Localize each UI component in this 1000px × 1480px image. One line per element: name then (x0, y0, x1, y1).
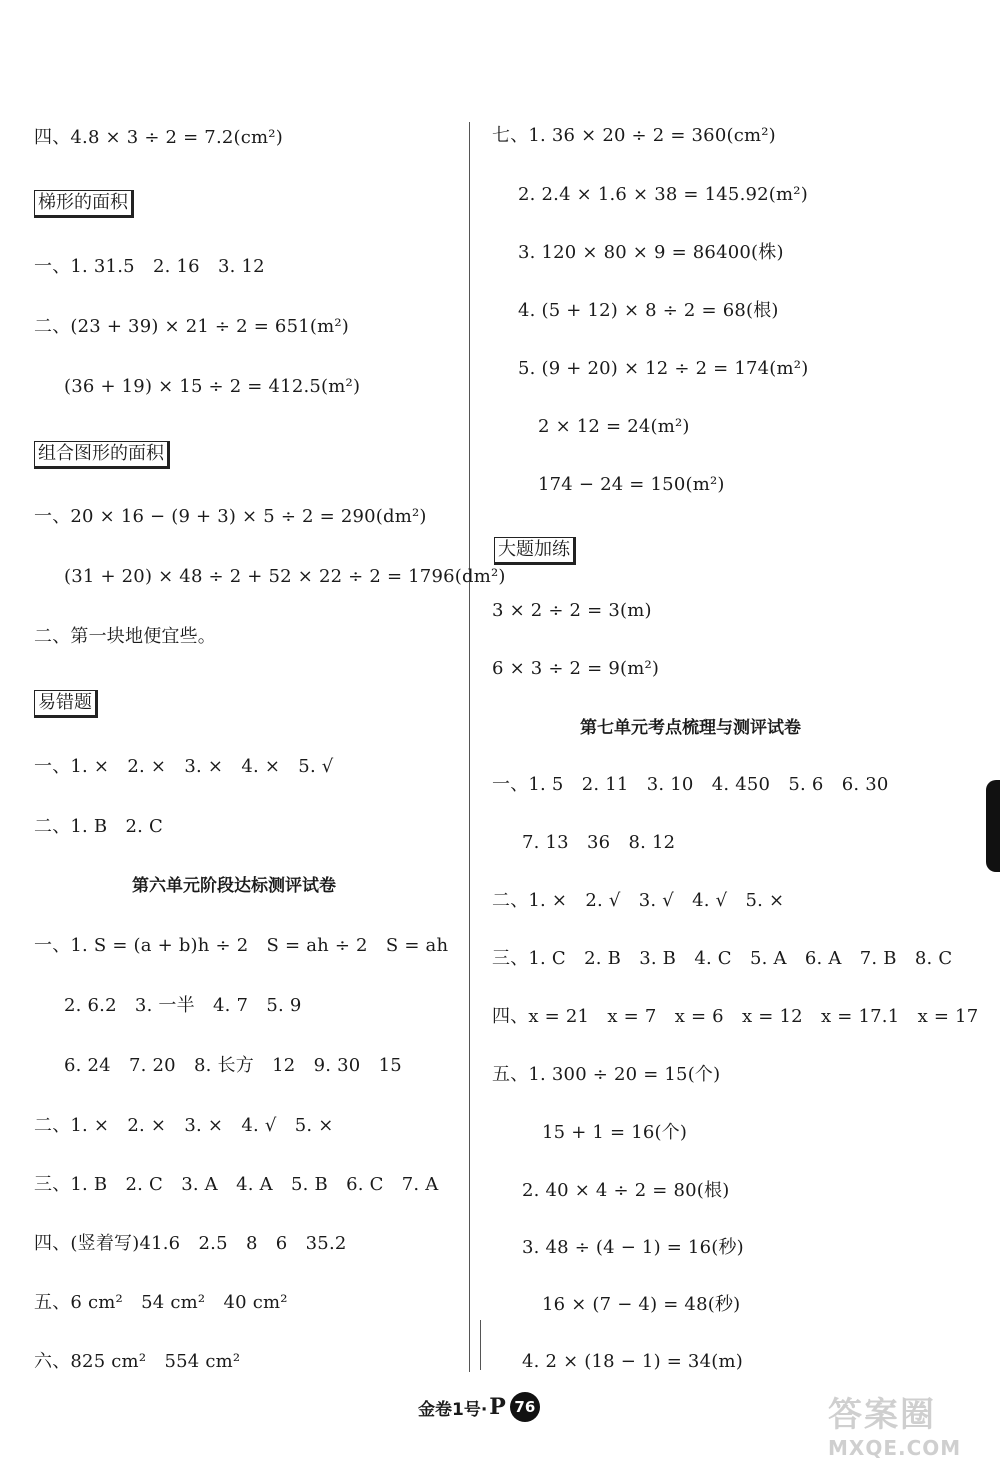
answer-line: 三、1. B 2. C 3. A 4. A 5. B 6. C 7. A (34, 1174, 439, 1195)
answer-line: 二、1. B 2. C (34, 816, 163, 837)
answer-line: 三、1. C 2. B 3. B 4. C 5. A 6. A 7. B 8. C (492, 948, 953, 969)
answer-line: 四、(竖着写)41.6 2.5 8 6 35.2 (34, 1233, 347, 1254)
answer-line: 一、1. 31.5 2. 16 3. 12 (34, 256, 265, 277)
answer-line: 6. 24 7. 20 8. 长方 12 9. 30 15 (64, 1055, 402, 1076)
answer-line: 二、第一块地便宜些。 (34, 626, 216, 647)
column-divider-lower (480, 1320, 481, 1370)
answer-line: 2. 40 × 4 ÷ 2 = 80(根) (522, 1180, 730, 1201)
answer-line: 7. 13 36 8. 12 (522, 832, 676, 853)
answer-line: 二、1. × 2. × 3. × 4. √ 5. × (34, 1115, 334, 1136)
answer-line: 3. 48 ÷ (4 − 1) = 16(秒) (522, 1237, 744, 1258)
answer-line: 二、(23 + 39) × 21 ÷ 2 = 651(m²) (34, 316, 349, 337)
answer-line: 6 × 3 ÷ 2 = 9(m²) (492, 658, 660, 679)
watermark-url: MXQE.COM (828, 1436, 962, 1460)
answer-line: 2. 6.2 3. 一半 4. 7 5. 9 (64, 995, 302, 1016)
answer-line: 174 − 24 = 150(m²) (538, 474, 725, 495)
answer-line: 二、1. × 2. √ 3. √ 4. √ 5. × (492, 890, 785, 911)
answer-line: 3 × 2 ÷ 2 = 3(m) (492, 600, 652, 621)
answer-line: 4. 2 × (18 − 1) = 34(m) (522, 1351, 743, 1372)
section-label-extra-practice: 大题加练 (494, 537, 576, 565)
answer-line: 五、1. 300 ÷ 20 = 15(个) (492, 1064, 721, 1085)
answer-line: (31 + 20) × 48 ÷ 2 + 52 × 22 ÷ 2 = 1796(dm²) (64, 566, 506, 587)
page-footer (418, 1392, 540, 1422)
section-label-trapezoid-area: 梯形的面积 (34, 190, 134, 218)
page-number-badge: 76 (510, 1392, 540, 1422)
answer-line: 四、4.8 × 3 ÷ 2 = 7.2(cm²) (34, 127, 283, 148)
answer-line: 一、1. 5 2. 11 3. 10 4. 450 5. 6 6. 30 (492, 774, 889, 795)
section-label-composite-area: 组合图形的面积 (34, 441, 170, 469)
section-heading-unit7: 第七单元考点梳理与测评试卷 (580, 718, 801, 738)
section-label-error-prone: 易错题 (34, 690, 98, 718)
watermark (828, 1395, 994, 1477)
footer-label: 金卷1号· (418, 1399, 488, 1420)
answer-line: 一、1. × 2. × 3. × 4. × 5. √ (34, 756, 334, 777)
answer-line: 一、1. S = (a + b)h ÷ 2 S = ah ÷ 2 S = ah (34, 935, 449, 956)
page-edge-tab (986, 780, 1000, 872)
footer-p: P (489, 1394, 506, 1420)
answer-line: 七、1. 36 × 20 ÷ 2 = 360(cm²) (492, 125, 776, 146)
section-heading-unit6: 第六单元阶段达标测评试卷 (132, 876, 336, 896)
answer-line: 2 × 12 = 24(m²) (538, 416, 690, 437)
answer-line: 3. 120 × 80 × 9 = 86400(株) (518, 242, 784, 263)
answer-line: 六、825 cm² 554 cm² (34, 1351, 241, 1372)
answer-line: 五、6 cm² 54 cm² 40 cm² (34, 1292, 288, 1313)
answer-line: 四、x = 21 x = 7 x = 6 x = 12 x = 17.1 x = 17 (492, 1006, 979, 1027)
answer-line: 15 + 1 = 16(个) (542, 1122, 688, 1143)
answer-line: 4. (5 + 12) × 8 ÷ 2 = 68(根) (518, 300, 779, 321)
column-divider (469, 122, 470, 1372)
answer-line: 16 × (7 − 4) = 48(秒) (542, 1294, 741, 1315)
answer-line: (36 + 19) × 15 ÷ 2 = 412.5(m²) (64, 376, 361, 397)
answer-line: 2. 2.4 × 1.6 × 38 = 145.92(m²) (518, 184, 808, 205)
answer-line: 5. (9 + 20) × 12 ÷ 2 = 174(m²) (518, 358, 809, 379)
answer-line: 一、20 × 16 − (9 + 3) × 5 ÷ 2 = 290(dm²) (34, 506, 427, 527)
watermark-logo-text: 答案圈 (828, 1395, 936, 1435)
